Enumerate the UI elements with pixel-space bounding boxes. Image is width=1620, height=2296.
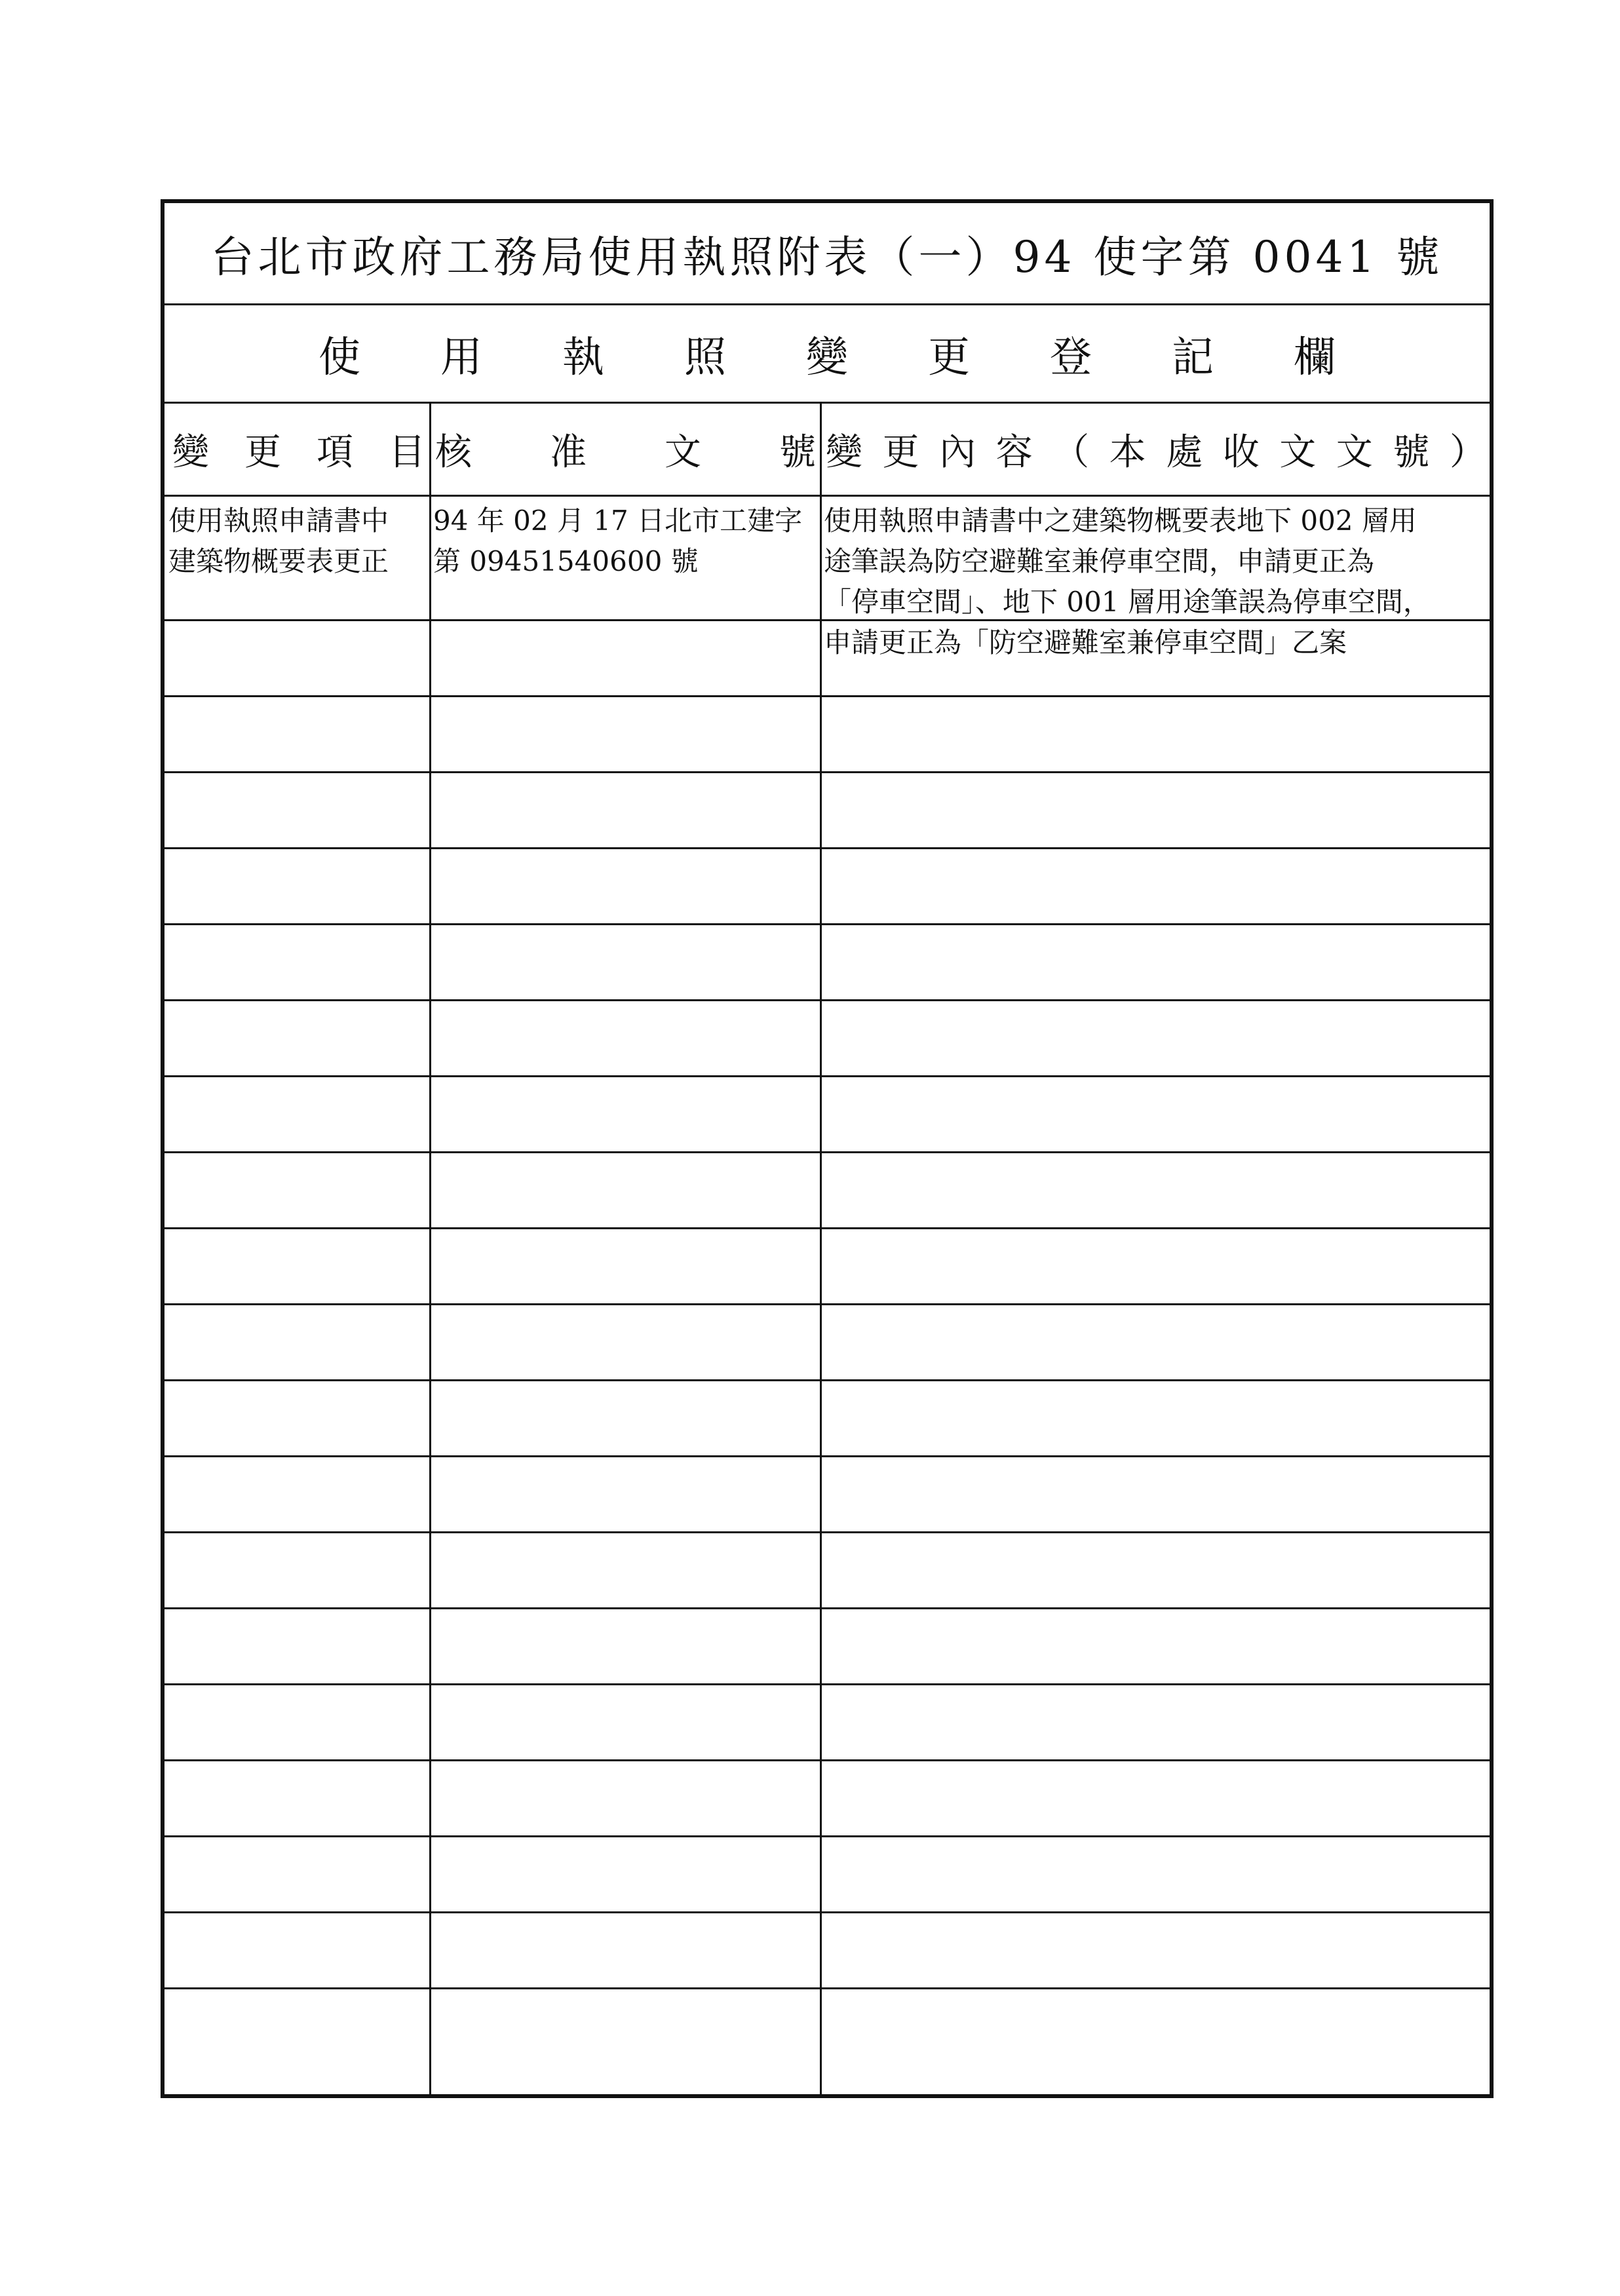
table-row: [164, 1609, 1490, 1685]
header-change-content: 變 更 內 容 （ 本 處 收 文 文 號 ）: [826, 430, 1486, 474]
table-row: [164, 925, 1490, 1001]
entry-approval-number: 94 年 02 月 17 日北市工建字 第 09451540600 號: [433, 505, 803, 577]
table-row: [164, 1229, 1490, 1305]
form-subtitle: 使用執照變更登記欄: [318, 333, 1416, 382]
table-row: [164, 1533, 1490, 1609]
table-row: [164, 621, 1490, 697]
table-row: [164, 1837, 1490, 1913]
form-title: 台北市政府工務局使用執照附表（一）94 使字第 0041 號: [210, 232, 1444, 282]
table-row: [164, 1305, 1490, 1381]
table-row: [164, 1685, 1490, 1761]
table-row: [164, 1001, 1490, 1077]
entry-change-content: 使用執照申請書中之建築物概要表地下 002 層用 途筆誤為防空避難室兼停車空間，申請更正為 「停車空間」、地下 001 層用途筆誤為停車空間， 申請更正為「防空避難室兼停車空間」乙案: [824, 505, 1431, 659]
table-row: [164, 1913, 1490, 1989]
form-title-row: [164, 203, 1490, 305]
column-divider: [429, 404, 431, 2094]
table-row: [164, 1761, 1490, 1837]
header-change-item: 變 更 項 目: [172, 430, 425, 474]
column-divider: [820, 404, 822, 2094]
table-row: [164, 497, 1490, 659]
registration-form: [161, 199, 1494, 2098]
table-row: [164, 1381, 1490, 1457]
table-row: [164, 849, 1490, 925]
table-row: [164, 1077, 1490, 1153]
table-row: [164, 1989, 1490, 2065]
table-row: [164, 773, 1490, 849]
entry-change-item: 使用執照申請書中 建築物概要表更正: [168, 505, 389, 577]
table-row: [164, 1153, 1490, 1229]
table-row: [164, 697, 1490, 773]
table-header: [164, 404, 1490, 497]
header-approval-number: 核 准 文 號: [435, 430, 816, 474]
form-subtitle-row: [164, 305, 1490, 404]
table-row: [164, 1457, 1490, 1533]
